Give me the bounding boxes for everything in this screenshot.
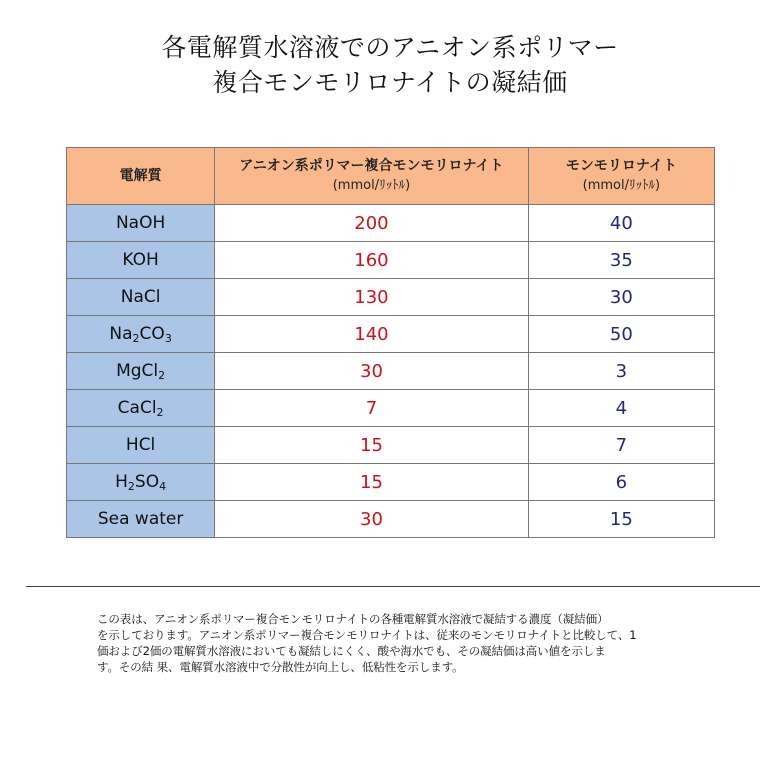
composite-value: 7 xyxy=(215,390,528,427)
page-title-line-2: 複合モンモリロナイトの凝結価 xyxy=(212,68,568,97)
formula-part: H xyxy=(115,472,128,492)
formula-part: Na xyxy=(109,324,133,344)
table-row xyxy=(67,353,715,390)
explanatory-note xyxy=(97,611,697,675)
formula-subscript: 2 xyxy=(132,332,140,345)
row-label: NaCl xyxy=(67,279,215,316)
formula-subscript: 2 xyxy=(158,369,166,382)
table-row xyxy=(67,242,715,279)
header-montmorillonite-unit: (mmol/ﾘｯﾄﾙ) xyxy=(582,178,661,193)
formula-part: SO xyxy=(134,472,160,492)
header-composite-unit: (mmol/ﾘｯﾄﾙ) xyxy=(332,178,411,193)
formula-part: CO xyxy=(139,324,165,344)
table-row xyxy=(67,390,715,427)
composite-value: 140 xyxy=(215,316,528,353)
row-label: KOH xyxy=(67,242,215,279)
formula-subscript: 4 xyxy=(159,480,167,493)
note-line: この表は、アニオン系ポリマー複合モンモリロナイトの各種電解質水溶液で凝結する濃度（凝結価） xyxy=(97,612,609,626)
montmorillonite-value: 7 xyxy=(528,427,714,464)
row-label: HCl xyxy=(67,427,215,464)
table-row xyxy=(67,279,715,316)
formula-subscript: 2 xyxy=(156,406,164,419)
montmorillonite-value: 40 xyxy=(528,205,714,242)
formula-part: CaCl xyxy=(117,398,157,418)
header-composite xyxy=(215,148,528,205)
page-title-line-1: 各電解質水溶液でのアニオン系ポリマー xyxy=(161,33,619,62)
formula-part: MgCl xyxy=(116,361,159,381)
header-electrolyte xyxy=(67,148,215,205)
header-electrolyte-label: 電解質 xyxy=(119,167,162,184)
section-divider xyxy=(26,586,760,587)
table-row xyxy=(67,205,715,242)
composite-value: 200 xyxy=(215,205,528,242)
composite-value: 15 xyxy=(215,427,528,464)
row-label: Sea water xyxy=(67,501,215,538)
composite-value: 160 xyxy=(215,242,528,279)
composite-value: 15 xyxy=(215,464,528,501)
table-header-row xyxy=(67,148,715,205)
row-label xyxy=(67,390,215,427)
table-row xyxy=(67,316,715,353)
table-row xyxy=(67,501,715,538)
row-label xyxy=(67,353,215,390)
montmorillonite-value: 15 xyxy=(528,501,714,538)
coagulation-value-table xyxy=(66,147,715,538)
montmorillonite-value: 6 xyxy=(528,464,714,501)
table-row xyxy=(67,427,715,464)
header-montmorillonite-label: モンモリロナイト xyxy=(565,158,677,174)
montmorillonite-value: 50 xyxy=(528,316,714,353)
note-line: す。その結 果、電解質水溶液中で分散性が向上し、低粘性を示します。 xyxy=(97,660,464,674)
montmorillonite-value: 35 xyxy=(528,242,714,279)
header-composite-label: アニオン系ポリマー複合モンモリロナイト xyxy=(239,158,504,174)
note-line: 価および2価の電解質水溶液においても凝結しにくく、酸や海水でも、その凝結価は高い値を示しま xyxy=(97,644,606,658)
composite-value: 30 xyxy=(215,353,528,390)
header-montmorillonite xyxy=(528,148,714,205)
row-label: NaOH xyxy=(67,205,215,242)
row-label xyxy=(67,464,215,501)
table-row xyxy=(67,464,715,501)
formula-subscript: 3 xyxy=(164,332,172,345)
row-label xyxy=(67,316,215,353)
montmorillonite-value: 3 xyxy=(528,353,714,390)
montmorillonite-value: 30 xyxy=(528,279,714,316)
note-line: を示しております。アニオン系ポリマー複合モンモリロナイトは、従来のモンモリロナイトと比較して、1 xyxy=(97,628,637,642)
formula-subscript: 2 xyxy=(127,480,135,493)
composite-value: 30 xyxy=(215,501,528,538)
composite-value: 130 xyxy=(215,279,528,316)
montmorillonite-value: 4 xyxy=(528,390,714,427)
